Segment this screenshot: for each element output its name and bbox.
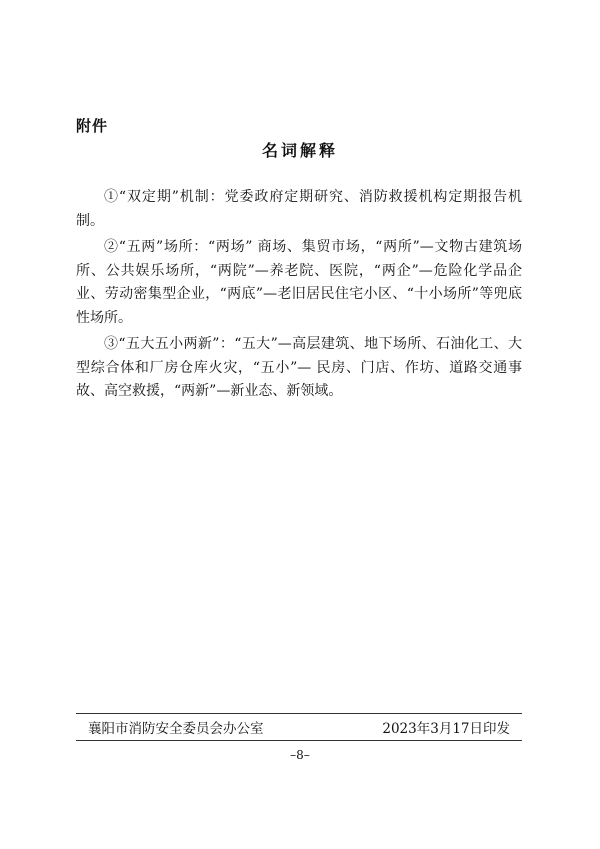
paragraph-five-two-sites: ②“五两”场所：“两场” 商场、集贸市场，“两所”—文物古建筑场所、公共娱乐场所，“两院”—养老院、医院，“两企”—危险化学品企业、劳动密集型企业，“两底”—老旧居民住宅小区、“十小场所”等兜底性场所。 [76, 239, 522, 326]
page-number: –8– [290, 748, 310, 762]
paragraph-five-big-five-small: ③“五大五小两新”：“五大”—高层建筑、地下场所、石油化工、大型综合体和厂房仓库火灾，“五小”— 民房、门店、作坊、道路交通事故、高空救援，“两新”—新业态、新领域。 [76, 336, 522, 399]
footer-rule-top [76, 713, 522, 714]
footer-issuer: 襄阳市消防安全委员会办公室 [88, 721, 264, 737]
footer-rule-bottom [76, 740, 522, 741]
document-title: 名词解释 [261, 141, 338, 160]
footer-issue-date: 2023年3月17日印发 [382, 721, 510, 737]
document-body [76, 186, 522, 407]
attachment-label: 附件 [76, 117, 109, 135]
paragraph-double-schedule: ①“双定期”机制：党委政府定期研究、消防救援机构定期报告机制。 [76, 189, 522, 229]
